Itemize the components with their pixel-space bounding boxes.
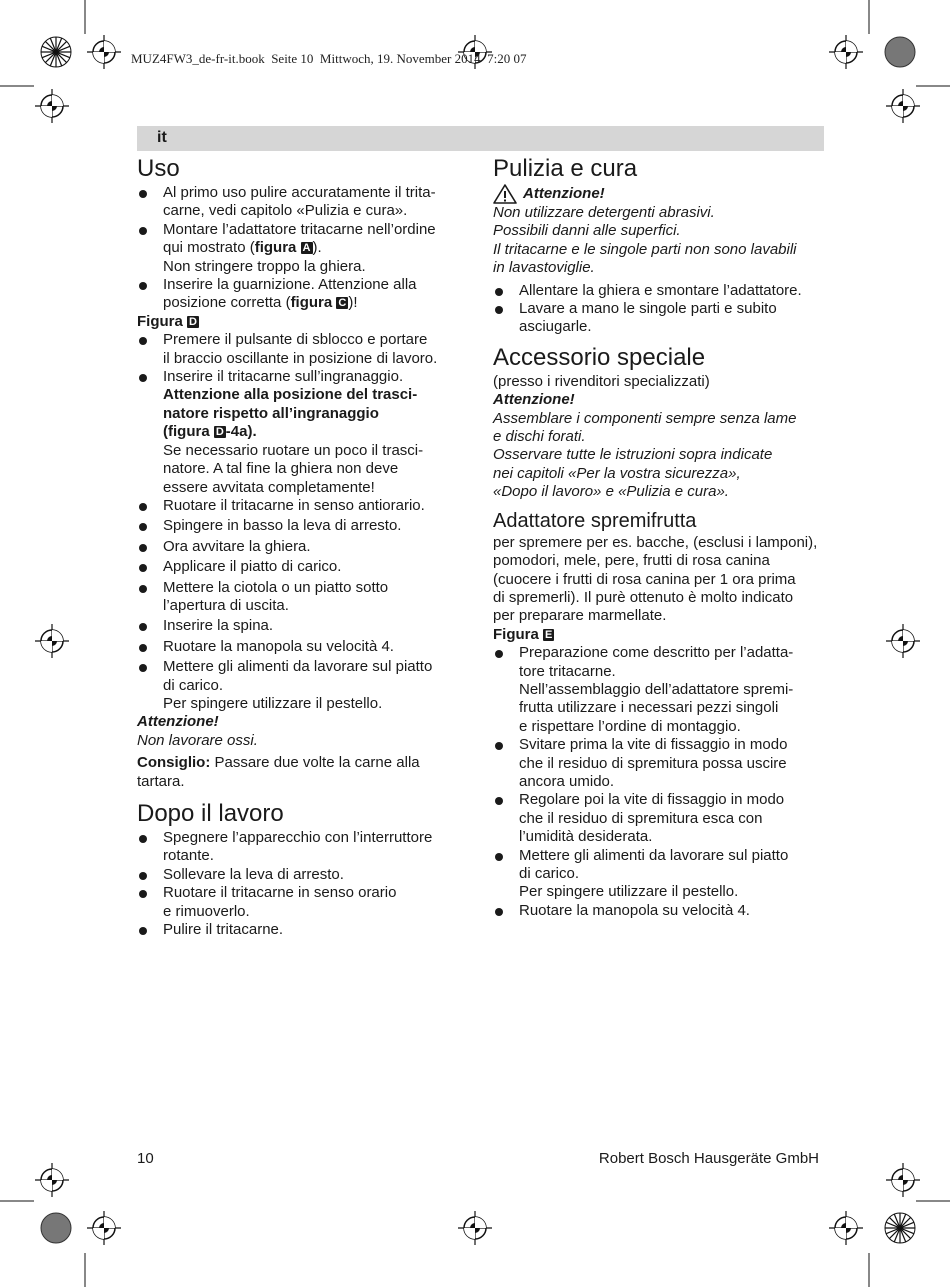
figure-label — [493, 626, 829, 644]
list-item: Allentare la ghiera e smontare l’adattatore. — [493, 282, 829, 300]
list-item-note: Per spingere utilizzare il pestello. — [163, 694, 383, 712]
warning-text: Attenzione alla posizione del trasci- natore rispetto all’ingranaggio (figura — [163, 386, 418, 441]
section-subtitle: (presso i rivenditori specializzati) — [493, 372, 710, 390]
figure-badge: E — [545, 628, 553, 641]
figure-badge: D — [189, 315, 197, 328]
section-title-adattatore: Adattatore spremifrutta — [493, 509, 697, 532]
list-item: Spegnere l’apparecchio con l’interruttore rotante. — [137, 829, 467, 866]
right-column — [493, 154, 829, 920]
list-item-note: Non stringere troppo la ghiera. — [163, 257, 366, 275]
attention-title — [493, 391, 829, 409]
list-item: Mettere gli alimenti da lavorare sul piatto di carico. — [493, 847, 829, 884]
list-item-note: Nell’assemblaggio dell’adattatore spremi- frutta utilizzare i necessari pezzi singoli e rispettare l’ordine di montaggio. — [519, 680, 794, 735]
list-item: Preparazione come descritto per l’adatta- tore tritacarne. — [493, 644, 829, 681]
attention-text: Non lavorare ossi. — [137, 731, 258, 749]
section-title-uso: Uso — [137, 155, 180, 182]
section-title-pulizia: Pulizia e cura — [493, 155, 638, 182]
tip-label: Consiglio: — [137, 754, 211, 772]
list-item: Ruotare il tritacarne in senso orario e rimuoverlo. — [137, 884, 467, 921]
list-item: Regolare poi la vite di fissaggio in modo che il residuo di spremitura esca con l’umidità desiderata. — [493, 791, 829, 846]
list-item: Premere il pulsante di sblocco e portare il braccio oscillante in posizione di lavoro. — [137, 331, 467, 368]
list-item: Applicare il piatto di carico. — [137, 558, 467, 576]
section-title-accessorio: Accessorio speciale — [493, 343, 706, 371]
tip — [137, 754, 467, 791]
language-code: it — [157, 129, 167, 146]
warning-triangle-icon — [493, 184, 517, 204]
attention-title-text: Attenzione! — [493, 391, 575, 409]
warning-text: -4a). — [225, 423, 257, 441]
figure-badge: C — [338, 297, 347, 310]
figure-ref: figura — [254, 239, 301, 257]
list-item: Ruotare il tritacarne in senso antiorario. — [137, 497, 467, 515]
list-item: Inserire la spina. — [137, 617, 467, 635]
list-item-text: )! — [348, 294, 358, 312]
list-item-note: Se necessario ruotare un poco il trasci- natore. A tal fine la ghiera non deve essere avvitata completamente! — [163, 441, 424, 496]
warning-title: Attenzione! — [523, 185, 605, 202]
list-item: Mettere gli alimenti da lavorare sul piatto di carico. — [137, 658, 467, 695]
warning-header — [493, 184, 829, 204]
attention-title-text: Attenzione! — [137, 713, 219, 731]
list-item: Al primo uso pulire accuratamente il trita- carne, vedi capitolo «Pulizia e cura». — [137, 184, 467, 221]
list-item: Ruotare la manopola su velocità 4. — [137, 638, 467, 656]
warning-text: Non utilizzare detergenti abrasivi. Possibili danni alle superfici. Il tritacarne e le singole parti non sono lavabili in lavastoviglie. — [493, 204, 797, 277]
list-item: Svitare prima la vite di fissaggio in modo che il residuo di spremitura possa uscire ancora umido. — [493, 736, 829, 791]
language-bar — [137, 126, 824, 151]
list-item: Inserire il tritacarne sull’ingranaggio. — [137, 368, 467, 386]
list-item-text: Montare l’adattatore tritacarne nell’ordine qui mostrato ( — [163, 220, 436, 257]
intro-text: per spremere per es. bacche, (esclusi i lamponi), pomodori, mele, pere, frutti di rosa canina (cuocere i frutti di rosa canina per 1 ora prima di spremerli). Il purè ottenuto è molto indicato per preparare marmellate. — [493, 533, 818, 625]
figure-label-text: Figura — [137, 312, 188, 330]
list-item-note: Per spingere utilizzare il pestello. — [519, 883, 739, 901]
figure-badge: D — [215, 426, 224, 439]
list-item — [137, 221, 467, 258]
list-item: Mettere la ciotola o un piatto sotto l’apertura di uscita. — [137, 579, 467, 616]
figure-label — [137, 313, 467, 331]
attention-text: Assemblare i componenti sempre senza lame e dischi forati. Osservare tutte le istruzioni sopra indicate nei capitoli «Per la vostra sicurezza», «Dopo il lavoro» e «Pulizia e cura». — [493, 409, 797, 501]
list-item-text: ). — [312, 239, 322, 257]
tip-text: Passare due volte la carne alla tartara. — [137, 754, 420, 790]
list-item: Ora avvitare la ghiera. — [137, 538, 467, 556]
list-item: Spingere in basso la leva di arresto. — [137, 517, 467, 535]
list-item: Pulire il tritacarne. — [137, 921, 467, 939]
page-number: 10 — [137, 1150, 154, 1167]
attention-title — [137, 713, 467, 731]
footer-company: Robert Bosch Hausgeräte GmbH — [598, 1150, 819, 1167]
list-item: Ruotare la manopola su velocità 4. — [493, 902, 829, 920]
figure-label-text: Figura — [493, 625, 544, 643]
list-item: Sollevare la leva di arresto. — [137, 866, 467, 884]
list-item-text: Inserire la guarnizione. Attenzione alla posizione corretta ( — [163, 276, 417, 312]
list-item: Lavare a mano le singole parti e subito asciugarle. — [493, 300, 829, 337]
list-item-warning — [137, 386, 467, 441]
list-item — [137, 276, 467, 313]
left-column — [137, 154, 467, 939]
print-slug: MUZ4FW3_de-fr-it.book Seite 10 Mittwoch, 19. November 2014 7:20 07 — [131, 51, 527, 66]
section-title-dopo: Dopo il lavoro — [137, 800, 284, 827]
figure-badge: A — [302, 242, 311, 255]
figure-ref: figura — [290, 294, 337, 312]
